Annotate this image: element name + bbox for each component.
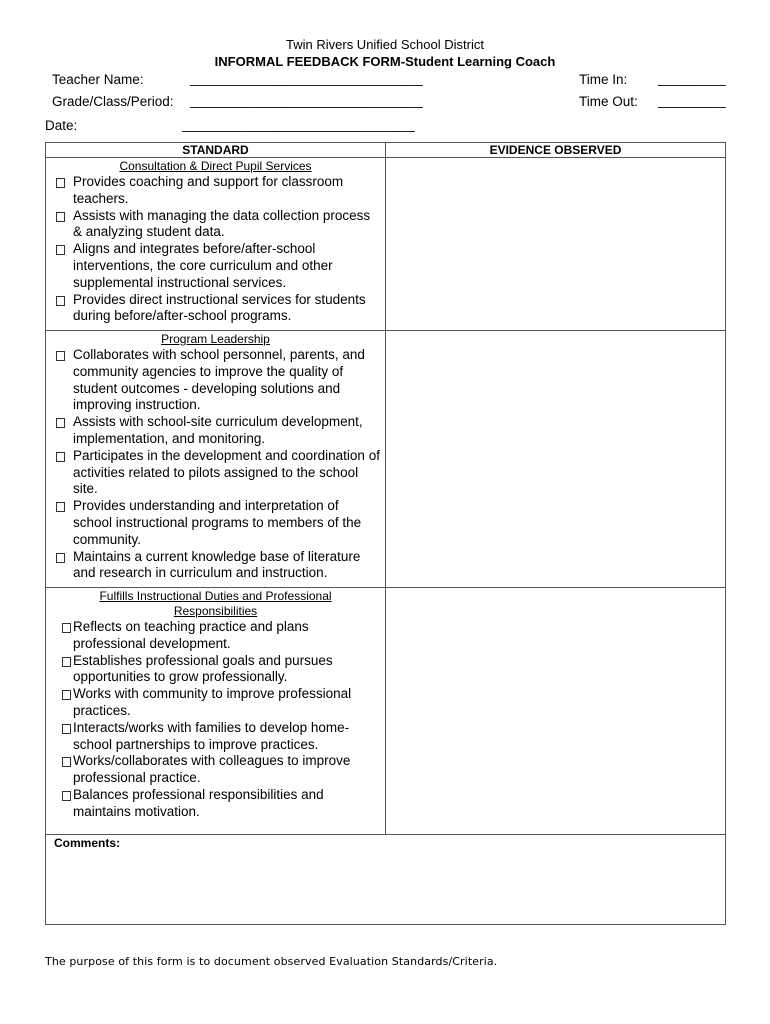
checkbox-icon[interactable] [56,502,65,512]
standard-item: Aligns and integrates before/after-school interventions, the core curriculum and other supplemental instructional services. [54,241,381,291]
checkbox-icon[interactable] [56,452,65,462]
standard-item: Establishes professional goals and pursues opportunities to grow professionally. [54,653,381,687]
footer-note: The purpose of this form is to document observed Evaluation Standards/Criteria. [45,955,498,968]
standard-list [46,347,385,586]
standard-item: Assists with managing the data collection process & analyzing student data. [54,208,381,242]
comments-box[interactable] [46,835,726,925]
standard-list [46,619,385,825]
standard-item: Participates in the development and coordination of activities related to pilots assigned to the school site. [54,448,381,498]
checkbox-icon[interactable] [56,418,65,428]
checkbox-icon[interactable] [62,724,71,734]
standard-item: Provides coaching and support for classroom teachers. [54,174,381,208]
checkbox-icon[interactable] [62,757,71,767]
checkbox-icon[interactable] [56,212,65,222]
section-heading: Fulfills Instructional Duties and Professional Responsibilities [99,589,332,618]
teacher-name-field[interactable]: _______________________________ [190,71,423,86]
standard-item: Maintains a current knowledge base of literature and research in curriculum and instruction. [54,549,381,583]
section-heading: Consultation & Direct Pupil Services [119,159,312,173]
time-out-label: Time Out: [579,94,638,109]
section-consultation [46,158,386,331]
section-heading: Program Leadership [161,332,270,346]
grade-class-period-field[interactable]: _______________________________ [190,93,423,108]
checkbox-icon[interactable] [56,553,65,563]
grade-class-period-label: Grade/Class/Period: [52,94,174,109]
checkbox-icon[interactable] [56,351,65,361]
standard-item: Provides understanding and interpretation of school instructional programs to members of the community. [54,498,381,548]
standard-item: Reflects on teaching practice and plans professional development. [54,619,381,653]
checkbox-icon[interactable] [62,623,71,633]
teacher-name-label: Teacher Name: [52,72,144,87]
date-label: Date: [45,118,78,133]
feedback-table [45,142,726,925]
standard-item: Provides direct instructional services for students during before/after-school programs. [54,292,381,326]
checkbox-icon[interactable] [62,791,71,801]
standard-item: Balances professional responsibilities and maintains motivation. [54,787,381,821]
checkbox-icon[interactable] [62,690,71,700]
time-in-label: Time In: [579,72,628,87]
evidence-cell[interactable] [386,158,726,331]
checkbox-icon[interactable] [56,245,65,255]
standard-item: Assists with school-site curriculum development, implementation, and monitoring. [54,414,381,448]
standard-item: Works/collaborates with colleagues to improve professional practice. [54,753,381,787]
standard-item: Interacts/works with families to develop home-school partnerships to improve practices. [54,720,381,754]
evidence-column-header: EVIDENCE OBSERVED [386,143,726,158]
checkbox-icon[interactable] [62,657,71,667]
standard-item: Works with community to improve professional practices. [54,686,381,720]
evidence-cell[interactable] [386,588,726,835]
district-name: Twin Rivers Unified School District [286,37,484,52]
form-title: INFORMAL FEEDBACK FORM-Student Learning Coach [214,54,556,69]
comments-label: Comments: [54,836,121,850]
section-professional-duties [46,588,386,835]
evidence-cell[interactable] [386,331,726,588]
time-in-field[interactable]: _________ [658,71,726,86]
standard-item: Collaborates with school personnel, parents, and community agencies to improve the quality of student outcomes - developing solutions and improving instruction. [54,347,381,414]
date-field[interactable]: _______________________________ [182,117,415,132]
section-program-leadership [46,331,386,588]
standard-column-header: STANDARD [46,143,386,158]
standard-list [46,174,385,329]
time-out-field[interactable]: _________ [658,93,726,108]
checkbox-icon[interactable] [56,296,65,306]
checkbox-icon[interactable] [56,178,65,188]
